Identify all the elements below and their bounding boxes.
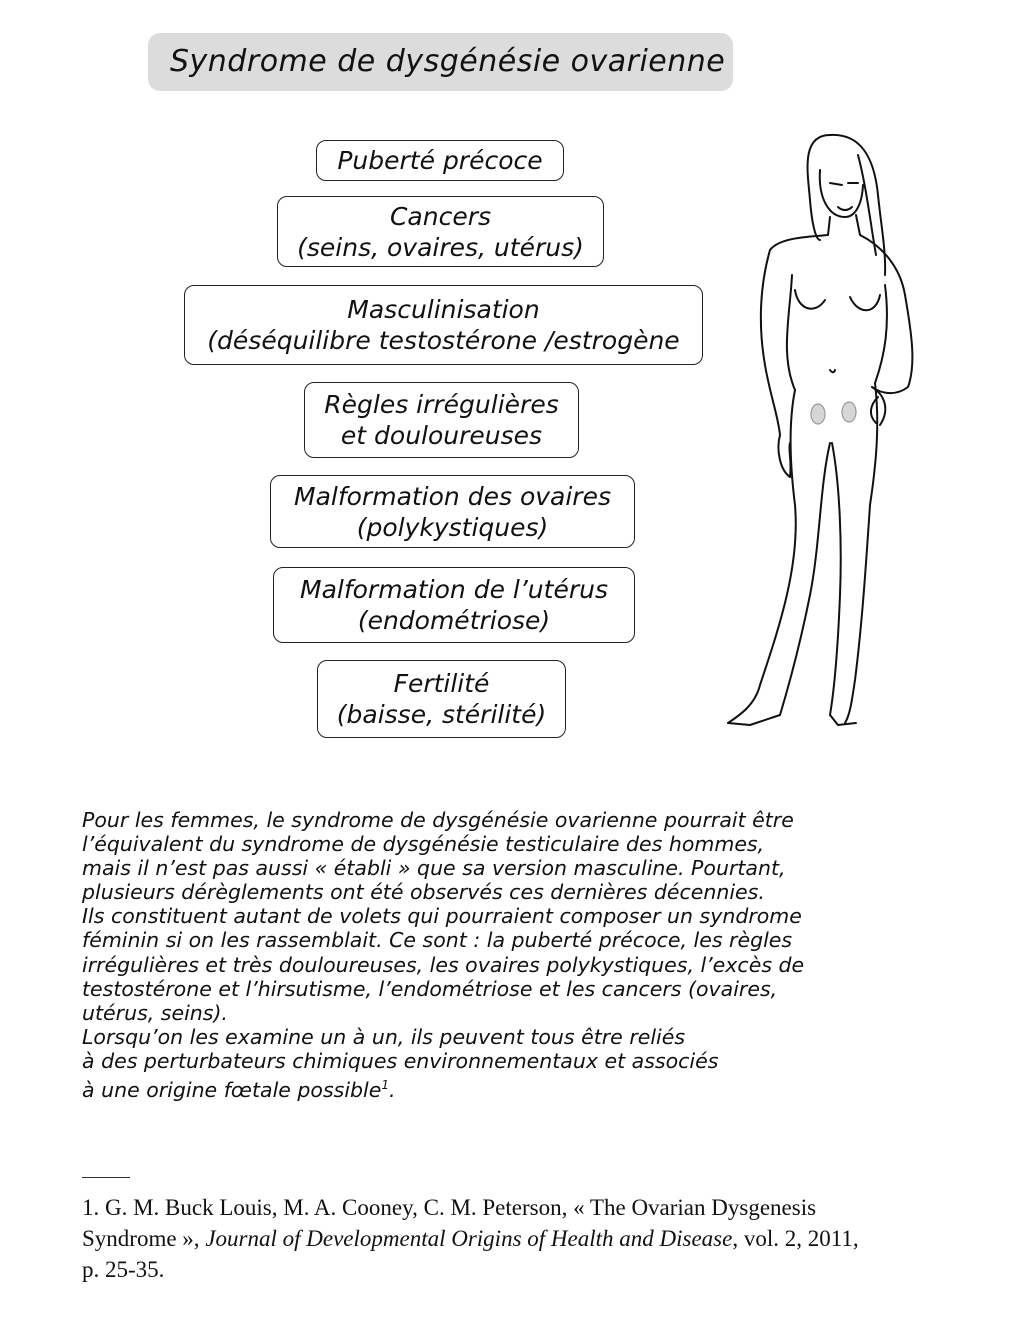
paragraph-line: féminin si on les rassemblait. Ce sont : la puberté précoce, les règles [82,928,793,953]
woman-figure-illustration [680,125,930,730]
footnote [82,1192,902,1285]
box-uterus [273,567,635,643]
box-masculinisation [184,285,703,365]
paragraph-line: Pour les femmes, le syndrome de dysgénésie ovarienne pourrait être [82,808,794,832]
box-regles [304,382,579,458]
footnote-line: 1. G. M. Buck Louis, M. A. Cooney, C. M. Peterson, « The Ovarian Dysgenesis [82,1195,817,1220]
box-line: et douloureuses [340,421,543,450]
paragraph-line: mais il n’est pas aussi « établi » que sa version masculine. Pourtant, [82,856,786,881]
box-fertilite [317,660,566,738]
page-title: Syndrome de dysgénésie ovarienne [148,33,733,91]
footnote-text: Syndrome », [82,1226,206,1251]
footnote-line [82,1223,902,1254]
paragraph-line: Lorsqu’on les examine un à un, ils peuvent tous être reliés [82,1024,686,1049]
box-line: (seins, ovaires, utérus) [297,232,584,262]
box-line: Malformation de l’utérus [300,575,608,604]
paragraph-text: à une origine fœtale possible [82,1077,382,1102]
box-line: (endométriose) [357,606,551,635]
paragraph-line: irrégulières et très douloureuses, les ovaires polykystiques, l’excès de [82,952,805,977]
box-line: Malformation des ovaires [294,481,611,511]
paragraph-line: utérus, seins). [82,1000,228,1025]
box-line: Règles irrégulières [324,390,559,419]
box-line: (baisse, stérilité) [336,700,547,729]
box-line: Cancers [389,201,492,231]
box-line: Masculinisation [347,295,540,324]
box-line: Fertilité [393,669,490,698]
footnote-divider [82,1177,130,1178]
footnote-line: p. 25-35. [82,1257,165,1282]
box-cancers [277,196,604,267]
paragraph-line: l’équivalent du syndrome de dysgénésie testiculaire des hommes, [82,832,765,857]
paragraph-line [82,1073,882,1102]
box-line: (polykystiques) [356,512,549,542]
box-ovaires [270,475,635,548]
paragraph-line: à des perturbateurs chimiques environnementaux et associés [82,1048,719,1073]
box-puberte [316,140,564,181]
box-line: (déséquilibre testostérone /estrogène [207,326,680,355]
body-paragraph [82,808,882,1102]
paragraph-line: Ils constituent autant de volets qui pourraient composer un syndrome [82,904,802,929]
journal-title: Journal of Developmental Origins of Health and Disease [205,1226,733,1251]
paragraph-line: testostérone et l’hirsutisme, l’endométriose et les cancers (ovaires, [82,976,778,1001]
paragraph-line: plusieurs dérèglements ont été observés ces dernières décennies. [82,880,765,905]
footnote-text: , vol. 2, 2011, [732,1226,859,1251]
box-line: Puberté précoce [337,146,543,175]
footnote-reference[interactable]: 1 [381,1078,389,1093]
paragraph-period: . [388,1077,396,1102]
